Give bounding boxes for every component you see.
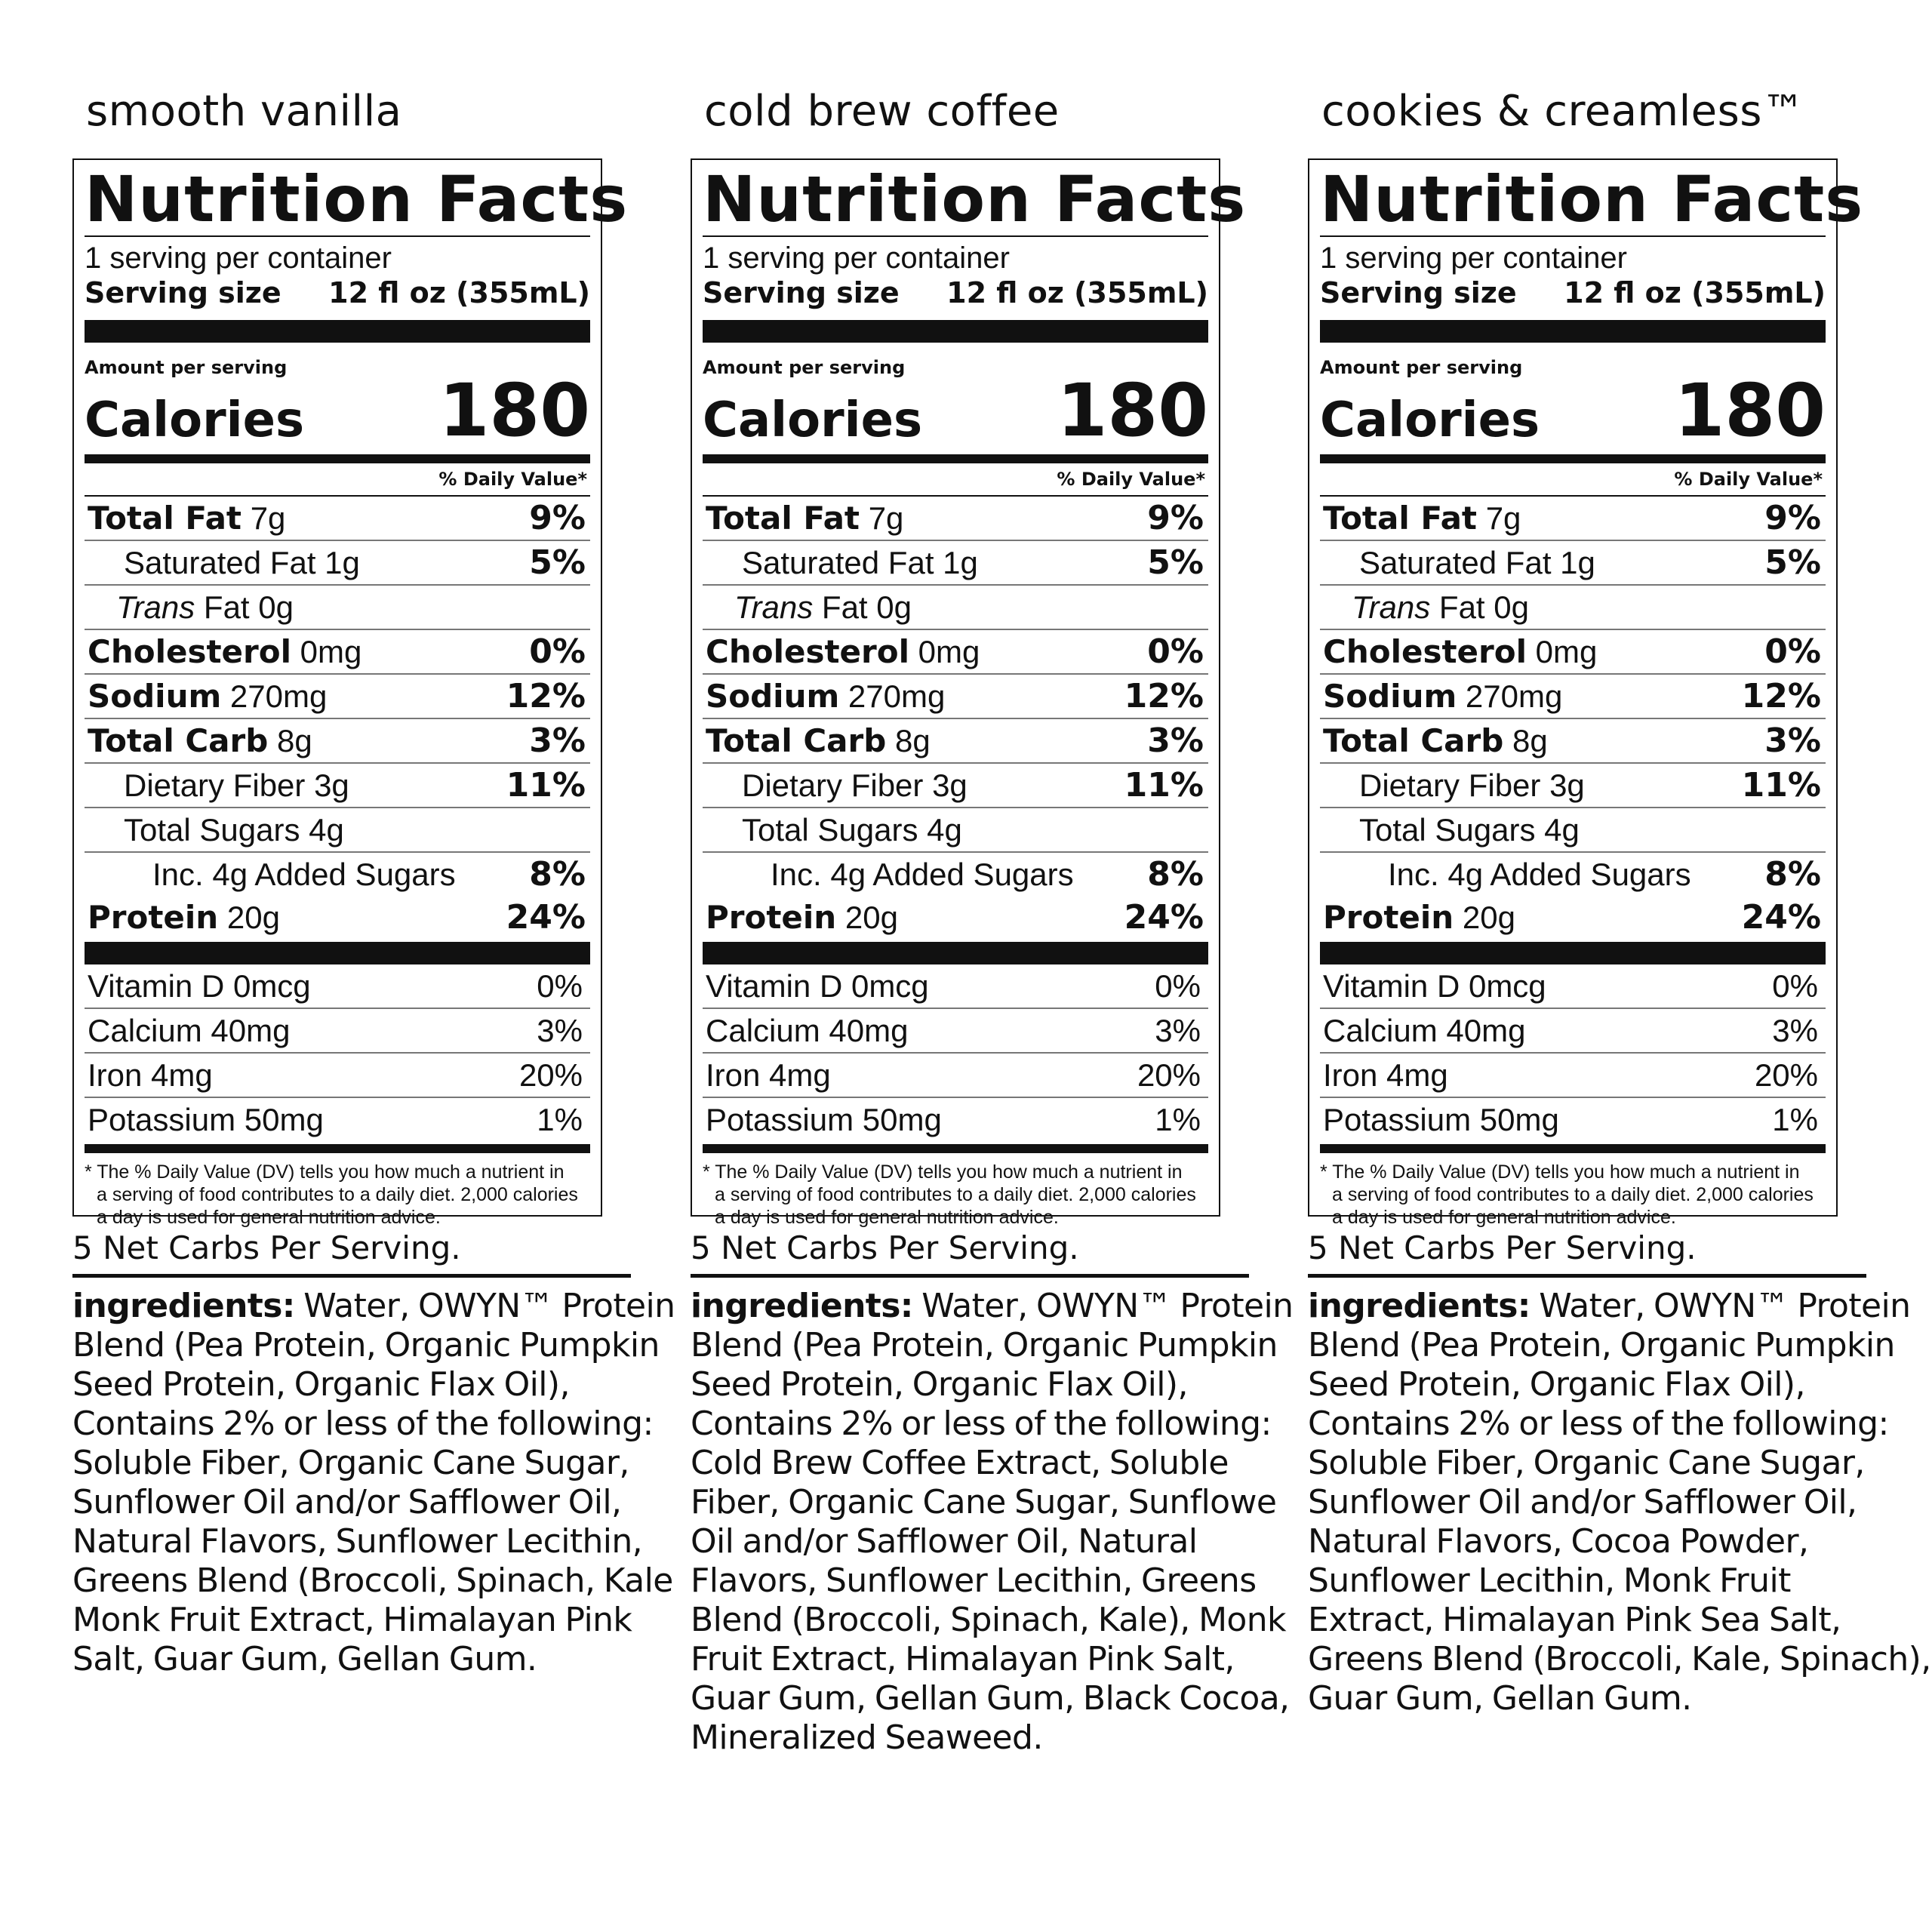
medium-divider [1320, 1144, 1826, 1153]
ingredients-line: Monk Fruit Extract, Himalayan Pink [72, 1601, 632, 1639]
nutrient-row [85, 586, 590, 630]
ingredients-line: Cold Brew Coffee Extract, Soluble [691, 1444, 1229, 1482]
nutrient-amount: 0mg [1535, 634, 1598, 669]
nutrient-amount: 270mg [229, 678, 328, 714]
nutrient-daily-value: 0% [1764, 632, 1821, 671]
nutrient-row [1320, 497, 1826, 541]
vitamin-daily-value: 1% [1772, 1101, 1818, 1137]
ingredients-line: Soluble Fiber, Organic Cane Sugar, [72, 1444, 629, 1482]
footnote-line: a serving of food contributes to a daily diet. 2,000 calories [715, 1184, 1196, 1205]
nutrient-amount: 1g [325, 544, 360, 580]
ingredients-line: Seed Protein, Organic Flax Oil), [691, 1365, 1188, 1404]
calories-row [85, 368, 590, 453]
ingredients-list [691, 1287, 1294, 1758]
nutrient-name: Protein [88, 899, 219, 936]
nutrient-amount: 8g [276, 723, 312, 758]
ingredients-label: ingredients: [691, 1287, 913, 1325]
ingredients-line: Contains 2% or less of the following: [72, 1404, 654, 1443]
nutrient-name: Protein [1323, 899, 1454, 936]
vitamin-daily-value: 20% [1137, 1057, 1201, 1093]
flavor-name: cold brew coffee [704, 87, 1060, 136]
nutrient-amount: 3g [314, 767, 349, 803]
nutrient-row [85, 719, 590, 764]
vitamin-name: Iron 4mg [706, 1057, 831, 1093]
nutrient-amount: 0mg [918, 634, 980, 669]
vitamin-row [703, 1009, 1208, 1054]
nutrient-name-suffix: Fat [821, 589, 868, 625]
nutrient-daily-value: 3% [1147, 721, 1204, 760]
ingredients-line: Sunflower Oil and/or Safflower Oil, [1308, 1483, 1857, 1521]
footnote-line: a day is used for general nutrition advice. [1332, 1207, 1676, 1228]
ingredients-line: Seed Protein, Organic Flax Oil), [1308, 1365, 1805, 1404]
vitamin-row [85, 1054, 590, 1098]
nutrient-amount: 3g [932, 767, 968, 803]
vitamin-row [703, 1054, 1208, 1098]
nutrient-row [85, 764, 590, 808]
nutrient-daily-value: 11% [1741, 766, 1821, 804]
nutrient-amount: 270mg [848, 678, 946, 714]
thick-divider [703, 320, 1208, 343]
ingredients-line: Greens Blend (Broccoli, Spinach, Kale [72, 1561, 673, 1600]
nutrient-daily-value: 24% [506, 898, 586, 937]
thick-divider [703, 942, 1208, 964]
vitamin-name: Potassium 50mg [1323, 1101, 1559, 1137]
flavor-panel [691, 87, 1294, 1758]
ingredients-line: Seed Protein, Organic Flax Oil), [72, 1365, 570, 1404]
servings-per-container: 1 serving per container [703, 242, 1010, 275]
nutrient-daily-value: 5% [529, 543, 586, 582]
footnote [703, 1161, 1208, 1229]
flavor-name: smooth vanilla [86, 87, 402, 136]
nutrient-row [1320, 808, 1826, 853]
nutrient-amount: 270mg [1465, 678, 1563, 714]
nutrient-daily-value: 9% [529, 499, 586, 537]
vitamin-daily-value: 1% [1155, 1101, 1201, 1137]
nutrient-name: Inc. 4g Added Sugars [1388, 856, 1691, 892]
nutrient-name: Total Sugars [124, 811, 300, 848]
vitamin-daily-value: 0% [1155, 968, 1201, 1004]
nutrient-name: Total Carb [706, 722, 887, 759]
nutrient-name: Dietary Fiber [124, 767, 306, 803]
nutrition-facts-label [691, 158, 1247, 1228]
vitamin-name: Potassium 50mg [88, 1101, 324, 1137]
nutrition-facts-label [72, 158, 629, 1228]
ingredients-line: Extract, Himalayan Pink Sea Salt, [1308, 1601, 1841, 1639]
footnote-line: a serving of food contributes to a daily diet. 2,000 calories [97, 1184, 578, 1205]
vitamin-daily-value: 3% [1155, 1012, 1201, 1048]
nutrition-facts-title: Nutrition Facts [703, 162, 1247, 236]
ingredients-line: Natural Flavors, Sunflower Lecithin, [72, 1522, 643, 1561]
nutrient-amount: 1g [943, 544, 978, 580]
nutrient-amount: 20g [844, 900, 898, 935]
serving-size [703, 275, 1208, 311]
nutrient-row [85, 630, 590, 675]
ingredients-line: ingredients: Water, OWYN™ Protein [691, 1287, 1294, 1325]
medium-divider [85, 454, 590, 463]
nutrient-row [703, 853, 1208, 896]
nutrient-row [1320, 896, 1826, 939]
nutrient-row [703, 896, 1208, 939]
nutrient-row [1320, 719, 1826, 764]
ingredients-line: Oil and/or Safflower Oil, Natural [691, 1522, 1198, 1561]
ingredients-line: Blend (Broccoli, Spinach, Kale), Monk [691, 1601, 1286, 1639]
nutrient-row [1320, 853, 1826, 896]
vitamin-daily-value: 0% [1772, 968, 1818, 1004]
nutrient-name: Total Fat [88, 500, 242, 537]
vitamin-name: Calcium 40mg [706, 1012, 909, 1048]
nutrient-row [85, 853, 590, 896]
ingredients-line: Soluble Fiber, Organic Cane Sugar, [1308, 1444, 1865, 1482]
calories-row [703, 368, 1208, 453]
servings-per-container: 1 serving per container [1320, 242, 1627, 275]
nutrient-daily-value: 5% [1147, 543, 1204, 582]
net-carbs-note: 5 Net Carbs Per Serving. [1308, 1227, 1866, 1278]
serving-size-value: 12 fl oz (355mL) [328, 276, 590, 309]
footnote [1320, 1161, 1826, 1229]
nutrient-amount: 4g [1544, 811, 1580, 848]
nutrient-amount: 7g [250, 500, 286, 536]
nutrient-row [85, 675, 590, 719]
ingredients-line: Greens Blend (Broccoli, Kale, Spinach), [1308, 1640, 1931, 1678]
nutrient-name: Trans [116, 589, 195, 625]
nutrient-daily-value: 11% [506, 766, 586, 804]
nutrient-name: Total Carb [88, 722, 269, 759]
vitamin-row [1320, 1009, 1826, 1054]
ingredients-line: Fiber, Organic Cane Sugar, Sunflowe [691, 1483, 1277, 1521]
flavor-panel [72, 87, 675, 1679]
vitamin-name: Iron 4mg [88, 1057, 213, 1093]
nutrient-amount: 1g [1560, 544, 1595, 580]
vitamin-row [1320, 1098, 1826, 1141]
nutrient-row [1320, 630, 1826, 675]
vitamin-row [1320, 1054, 1826, 1098]
calories-row [1320, 368, 1826, 453]
nutrient-daily-value: 3% [529, 721, 586, 760]
nutrient-name: Total Sugars [1359, 811, 1536, 848]
vitamin-name: Iron 4mg [1323, 1057, 1448, 1093]
nutrient-amount: 8g [894, 723, 931, 758]
ingredients-line: Blend (Pea Protein, Organic Pumpkin [1308, 1326, 1895, 1364]
nutrient-row [703, 541, 1208, 586]
ingredients-line: Blend (Pea Protein, Organic Pumpkin [691, 1326, 1278, 1364]
daily-value-header: % Daily Value* [1320, 463, 1826, 497]
thick-divider [1320, 942, 1826, 964]
nutrient-amount: 0mg [300, 634, 362, 669]
ingredients-line: Sunflower Oil and/or Safflower Oil, [72, 1483, 622, 1521]
vitamin-daily-value: 3% [537, 1012, 583, 1048]
net-carbs-note: 5 Net Carbs Per Serving. [691, 1227, 1249, 1278]
nutrient-row [1320, 764, 1826, 808]
nutrient-name: Sodium [706, 678, 840, 715]
ingredients-line: Mineralized Seaweed. [691, 1718, 1043, 1757]
nutrient-daily-value: 24% [1741, 898, 1821, 937]
ingredients-line: Fruit Extract, Himalayan Pink Salt, [691, 1640, 1235, 1678]
nutrient-name: Cholesterol [1323, 633, 1527, 670]
nutrient-daily-value: 8% [1764, 855, 1821, 894]
nutrient-name: Sodium [1323, 678, 1457, 715]
nutrient-daily-value: 0% [1147, 632, 1204, 671]
serving-size-label: Serving size [703, 276, 900, 309]
nutrient-daily-value: 24% [1124, 898, 1204, 937]
nutrient-amount: 0g [1494, 589, 1529, 625]
calories-value: 180 [438, 368, 590, 453]
vitamin-name: Potassium 50mg [706, 1101, 942, 1137]
net-carbs-note: 5 Net Carbs Per Serving. [72, 1227, 631, 1278]
footnote-line: * The % Daily Value (DV) tells you how much a nutrient in [1320, 1161, 1800, 1183]
flavor-name: cookies & creamless™ [1321, 87, 1805, 136]
nutrient-name-suffix: Fat [1438, 589, 1485, 625]
ingredients-line: Natural Flavors, Cocoa Powder, [1308, 1522, 1809, 1561]
nutrient-name: Saturated Fat [742, 544, 934, 580]
amount-per-serving: Amount per serving [703, 357, 906, 378]
footnote-line: * The % Daily Value (DV) tells you how much a nutrient in [703, 1161, 1183, 1183]
nutrient-row [703, 497, 1208, 541]
nutrient-name: Cholesterol [88, 633, 291, 670]
nutrient-row [703, 586, 1208, 630]
amount-per-serving: Amount per serving [85, 357, 288, 378]
nutrient-name: Saturated Fat [124, 544, 316, 580]
daily-value-header: % Daily Value* [703, 463, 1208, 497]
nutrient-daily-value: 12% [506, 677, 586, 715]
nutrient-name: Cholesterol [706, 633, 909, 670]
calories-label: Calories [703, 392, 923, 448]
calories-value: 180 [1057, 368, 1208, 453]
ingredients-line: Guar Gum, Gellan Gum. [1308, 1679, 1692, 1718]
serving-size [85, 275, 590, 311]
footnote-line: * The % Daily Value (DV) tells you how much a nutrient in [85, 1161, 565, 1183]
nutrient-name: Total Carb [1323, 722, 1504, 759]
nutrient-row [1320, 541, 1826, 586]
nutrient-daily-value: 3% [1764, 721, 1821, 760]
vitamin-row [85, 1098, 590, 1141]
nutrient-row [703, 764, 1208, 808]
nutrient-amount: 8g [1512, 723, 1548, 758]
serving-size [1320, 275, 1826, 311]
nutrient-name-suffix: Fat [203, 589, 250, 625]
thick-divider [85, 942, 590, 964]
nutrient-amount: 4g [309, 811, 344, 848]
vitamin-row [703, 964, 1208, 1009]
nutrient-row [85, 541, 590, 586]
vitamin-row [1320, 964, 1826, 1009]
nutrient-amount: 0g [258, 589, 294, 625]
nutrient-name: Dietary Fiber [742, 767, 924, 803]
nutrient-daily-value: 8% [1147, 855, 1204, 894]
vitamin-row [703, 1098, 1208, 1141]
nutrient-amount: 0g [876, 589, 912, 625]
nutrient-name: Protein [706, 899, 837, 936]
ingredients-line: ingredients: Water, OWYN™ Protein [72, 1287, 675, 1325]
thick-divider [1320, 320, 1826, 343]
nutrient-name: Inc. 4g Added Sugars [771, 856, 1074, 892]
footnote-line: a day is used for general nutrition advice. [97, 1207, 441, 1228]
nutrient-amount: 3g [1549, 767, 1585, 803]
nutrient-daily-value: 11% [1124, 766, 1204, 804]
vitamin-name: Vitamin D 0mcg [88, 968, 311, 1004]
nutrient-name: Trans [734, 589, 814, 625]
serving-size-label: Serving size [85, 276, 281, 309]
calories-label: Calories [85, 392, 305, 448]
nutrient-name: Total Fat [1323, 500, 1478, 537]
flavor-panel [1308, 87, 1931, 1718]
nutrient-amount: 20g [226, 900, 280, 935]
nutrient-name: Dietary Fiber [1359, 767, 1541, 803]
nutrient-row [703, 630, 1208, 675]
nutrient-row [85, 896, 590, 939]
ingredients-label: ingredients: [1308, 1287, 1531, 1325]
serving-size-label: Serving size [1320, 276, 1517, 309]
vitamin-daily-value: 20% [1754, 1057, 1818, 1093]
daily-value-header: % Daily Value* [85, 463, 590, 497]
footnote-line: a day is used for general nutrition advice. [715, 1207, 1059, 1228]
nutrient-daily-value: 8% [529, 855, 586, 894]
servings-per-container: 1 serving per container [85, 242, 392, 275]
serving-size-value: 12 fl oz (355mL) [1564, 276, 1826, 309]
nutrient-amount: 20g [1462, 900, 1515, 935]
vitamin-daily-value: 0% [537, 968, 583, 1004]
ingredients-line: Blend (Pea Protein, Organic Pumpkin [72, 1326, 660, 1364]
medium-divider [85, 1144, 590, 1153]
vitamin-name: Vitamin D 0mcg [1323, 968, 1546, 1004]
medium-divider [1320, 454, 1826, 463]
medium-divider [703, 1144, 1208, 1153]
nutrient-daily-value: 12% [1124, 677, 1204, 715]
ingredients-line: Guar Gum, Gellan Gum, Black Cocoa, [691, 1679, 1290, 1718]
amount-per-serving: Amount per serving [1320, 357, 1523, 378]
vitamin-daily-value: 1% [537, 1101, 583, 1137]
vitamin-row [85, 1009, 590, 1054]
nutrition-facts-title: Nutrition Facts [1320, 162, 1864, 236]
medium-divider [703, 454, 1208, 463]
nutrient-name: Sodium [88, 678, 222, 715]
nutrient-daily-value: 12% [1741, 677, 1821, 715]
ingredients-label: ingredients: [72, 1287, 295, 1325]
nutrient-name: Saturated Fat [1359, 544, 1552, 580]
serving-size-value: 12 fl oz (355mL) [946, 276, 1208, 309]
nutrient-name: Trans [1352, 589, 1431, 625]
nutrient-amount: 7g [868, 500, 904, 536]
nutrient-row [85, 808, 590, 853]
nutrition-facts-label [1308, 158, 1864, 1228]
thick-divider [85, 320, 590, 343]
nutrient-name: Inc. 4g Added Sugars [152, 856, 456, 892]
nutrient-daily-value: 0% [529, 632, 586, 671]
nutrient-row [85, 497, 590, 541]
nutrient-row [703, 675, 1208, 719]
nutrient-daily-value: 9% [1764, 499, 1821, 537]
ingredients-line: Flavors, Sunflower Lecithin, Greens [691, 1561, 1257, 1600]
vitamin-name: Calcium 40mg [88, 1012, 291, 1048]
footnote [85, 1161, 590, 1229]
vitamin-name: Calcium 40mg [1323, 1012, 1526, 1048]
ingredients-list [1308, 1287, 1931, 1718]
nutrition-facts-title: Nutrition Facts [85, 162, 629, 236]
vitamin-row [85, 964, 590, 1009]
nutrient-row [703, 808, 1208, 853]
nutrient-name: Total Fat [706, 500, 860, 537]
calories-label: Calories [1320, 392, 1540, 448]
ingredients-line: Contains 2% or less of the following: [691, 1404, 1272, 1443]
ingredients-line: Salt, Guar Gum, Gellan Gum. [72, 1640, 537, 1678]
calories-value: 180 [1674, 368, 1826, 453]
vitamin-name: Vitamin D 0mcg [706, 968, 929, 1004]
nutrient-amount: 4g [927, 811, 962, 848]
nutrient-amount: 7g [1485, 500, 1521, 536]
ingredients-line: Contains 2% or less of the following: [1308, 1404, 1889, 1443]
nutrient-name: Total Sugars [742, 811, 918, 848]
vitamin-daily-value: 20% [518, 1057, 583, 1093]
ingredients-line: ingredients: Water, OWYN™ Protein [1308, 1287, 1911, 1325]
vitamin-daily-value: 3% [1772, 1012, 1818, 1048]
ingredients-line: Sunflower Lecithin, Monk Fruit [1308, 1561, 1791, 1600]
nutrient-row [703, 719, 1208, 764]
footnote-line: a serving of food contributes to a daily diet. 2,000 calories [1332, 1184, 1814, 1205]
nutrient-row [1320, 675, 1826, 719]
nutrient-daily-value: 5% [1764, 543, 1821, 582]
nutrient-row [1320, 586, 1826, 630]
nutrient-daily-value: 9% [1147, 499, 1204, 537]
ingredients-list [72, 1287, 675, 1679]
